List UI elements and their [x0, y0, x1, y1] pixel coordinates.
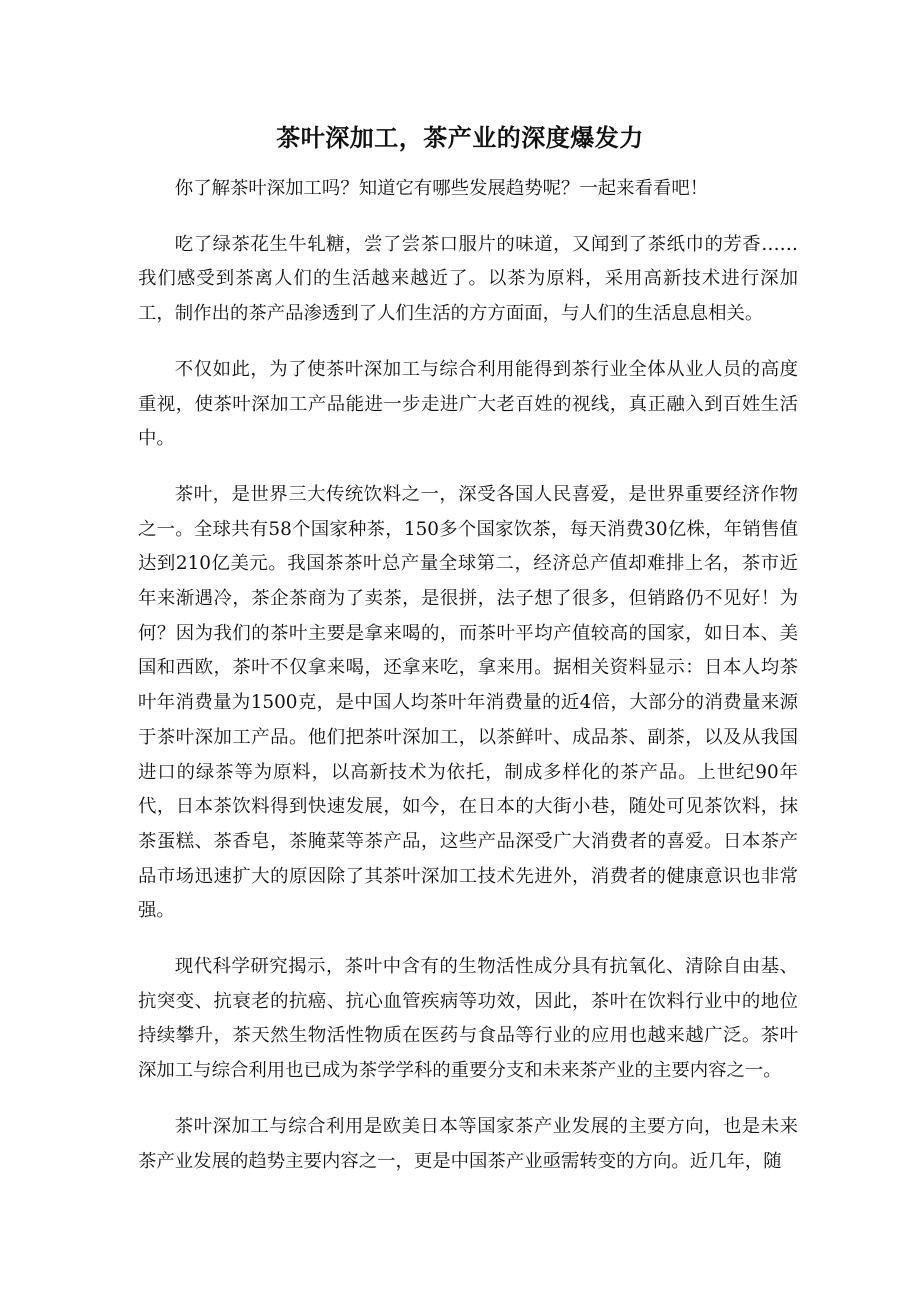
paragraph-future-direction: 茶叶深加工与综合利用是欧美日本等国家茶产业发展的主要方向，也是未来茶产业发展的趋势主要内容之一，更是中国茶产业亟需转变的方向。近几年，随 — [138, 1115, 798, 1172]
paragraph-tea-products: 吃了绿茶花生牛轧糖，尝了尝茶口服片的味道，又闻到了茶纸巾的芳香……我们感受到茶离人们的生活越来越近了。以茶为原料，采用高新技术进行深加工，制作出的茶产品渗透到了人们生活的方方面面，与人们的生活息息相关。 — [138, 233, 798, 325]
paragraph-global-tea: 茶叶，是世界三大传统饮料之一，深受各国人民喜爱，是世界重要经济作物之一。全球共有58个国家种茶，150多个国家饮茶，每天消费30亿株，年销售值达到210亿美元。我国茶茶叶总产量全球第二，经济总产值却难排上名，茶市近年来渐遇冷，茶企茶商为了卖茶，是很拼，法子想了很多，但销路仍不见好！为何？因为我们的茶叶主要是拿来喝的，而茶叶平均产值较高的国家，如日本、美国和西欧，茶叶不仅拿来喝，还拿来吃，拿来用。据相关资料显示：日本人均茶叶年消费量为1500克，是中国人均茶叶年消费量的近4倍，大部分的消费量来源于茶叶深加工产品。他们把茶叶深加工，以茶鲜叶、成品茶、副茶，以及从我国进口的绿茶等为原料，以高新技术为依托，制成多样化的茶产品。上世纪90年代，日本茶饮料得到快速发展，如今，在日本的大街小巷，随处可见茶饮料，抹茶蛋糕、茶香皂，茶腌菜等茶产品，这些产品深受广大消费者的喜爱。日本茶产品市场迅速扩大的原因除了其茶叶深加工技术先进外，消费者的健康意识也非常强。 — [138, 483, 798, 922]
document-title: 茶叶深加工，茶产业的深度爆发力 — [276, 124, 644, 152]
document-body — [138, 172, 798, 1200]
paragraph-industry-attention: 不仅如此，为了使茶叶深加工与综合利用能得到茶行业全体从业人员的高度重视，使茶叶深加工产品能进一步走进广大老百姓的视线，真正融入到百姓生活中。 — [138, 358, 798, 450]
paragraph-intro: 你了解茶叶深加工吗？知道它有哪些发展趋势呢？一起来看看吧！ — [174, 178, 709, 199]
paragraph-research: 现代科学研究揭示，茶叶中含有的生物活性成分具有抗氧化、清除自由基、抗突变、抗衰老的抗癌、抗心血管疾病等功效，因此，茶叶在饮料行业中的地位持续攀升，茶天然生物活性物质在医药与食品等行业的应用也越来越广泛。茶叶深加工与综合利用也已成为茶学学科的重要分支和未来茶产业的主要内容之一。 — [138, 956, 798, 1082]
